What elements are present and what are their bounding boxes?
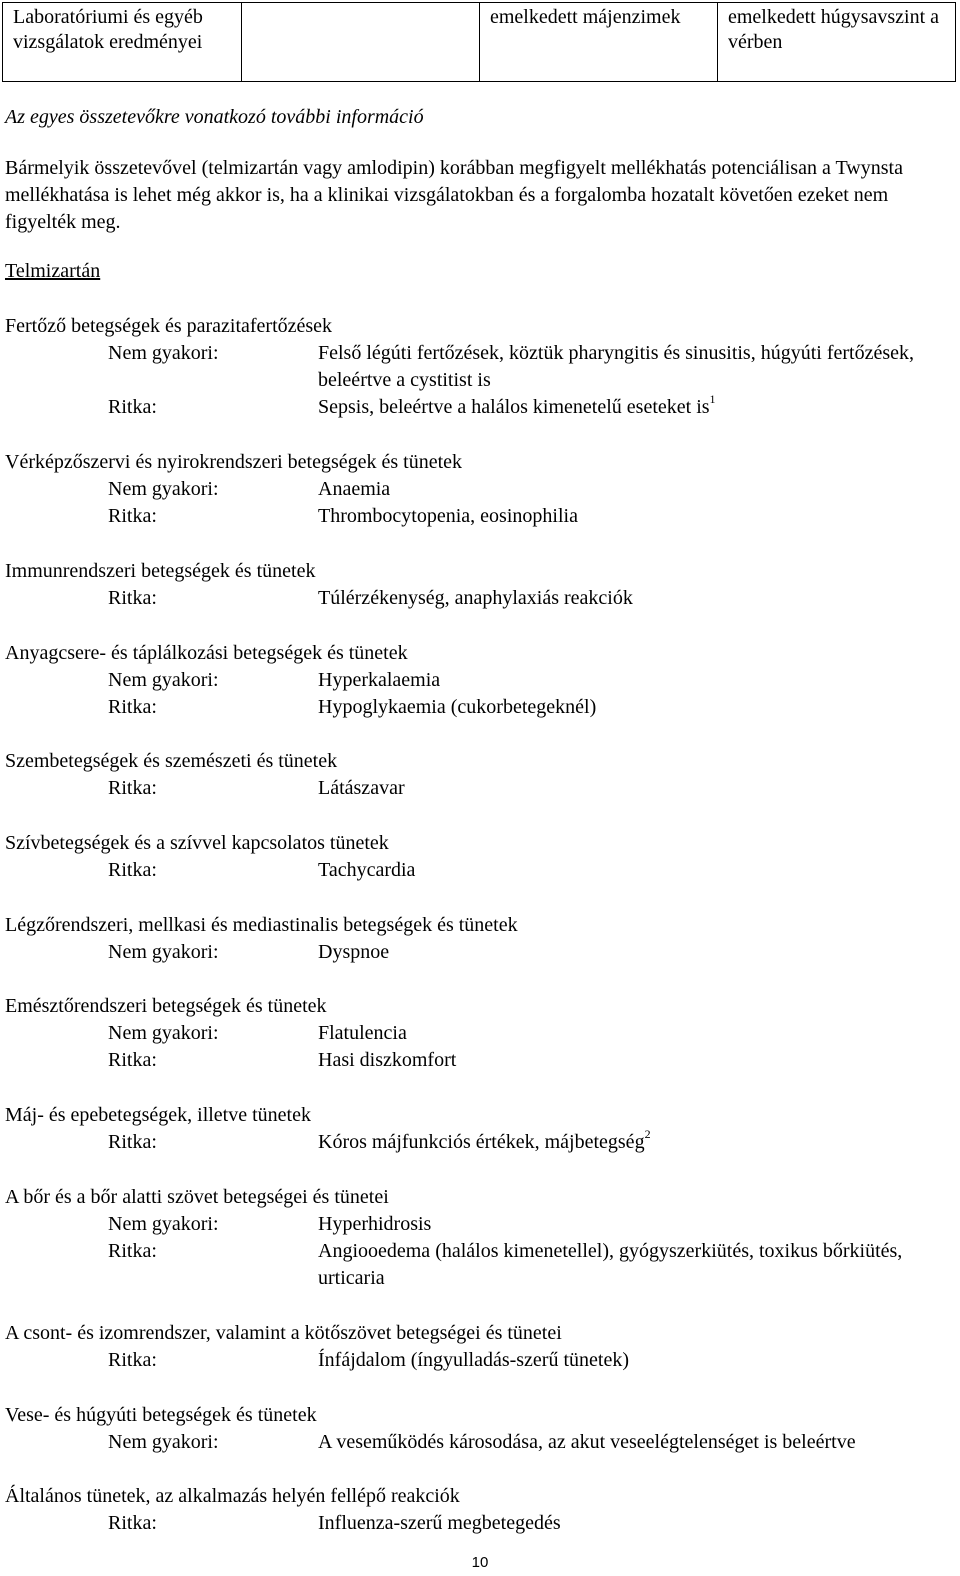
frequency-label: Ritka: [108,1049,157,1071]
group-title: Szívbetegségek és a szívvel kapcsolatos tünetek [5,832,389,854]
list-item [5,1510,952,1537]
effect-text: Hyperkalaemia [318,669,441,691]
list-item [5,1211,952,1238]
effect-text: Felső légúti fertőzések, köztük pharyngitis és sinusitis, húgyúti fertőzések, beleértve a cystitist is [318,342,914,391]
frequency-label: Nem gyakori: [108,1213,219,1235]
frequency-label: Ritka: [108,696,157,718]
effect-text: Hasi diszkomfort [318,1049,457,1071]
effect-text: Túlérzékenység, anaphylaxiás reakciók [318,587,633,609]
group-title: Vese- és húgyúti betegségek és tünetek [5,1404,317,1426]
effect-text: Flatulencia [318,1022,407,1044]
group-cardiac [5,830,952,884]
frequency-label: Ritka: [108,587,157,609]
effect-text: Anaemia [318,478,391,500]
group-immune [5,558,952,612]
footnote-marker: 1 [709,392,716,407]
list-item [5,476,952,503]
group-title: Máj- és epebetegségek, illetve tünetek [5,1104,311,1126]
effect-text: Hyperhidrosis [318,1213,432,1235]
list-item [5,394,952,421]
effect-text: Látászavar [318,777,405,799]
section-heading: Az egyes összetevőkre vonatkozó további információ [5,106,424,128]
group-title: Légzőrendszeri, mellkasi és mediastinalis betegségek és tünetek [5,914,518,936]
frequency-label: Nem gyakori: [108,342,219,364]
list-item [5,667,952,694]
page-number: 10 [471,1554,489,1571]
list-item [5,939,952,966]
effect-text: Hypoglykaemia (cukorbetegeknél) [318,696,597,718]
frequency-label: Ritka: [108,777,157,799]
group-eye [5,748,952,802]
effect-text: Thrombocytopenia, eosinophilia [318,505,578,527]
list-item [5,1238,952,1292]
effect-text: Angiooedema (halálos kimenetellel), gyógyszerkiütés, toxikus bőrkiütés, urticaria [318,1240,903,1289]
group-title: Anyagcsere- és táplálkozási betegségek és tünetek [5,642,408,664]
effect-text: Tachycardia [318,859,416,881]
list-item [5,1429,952,1456]
list-item [5,1020,952,1047]
frequency-label: Ritka: [108,1512,157,1534]
table-row [3,3,956,82]
group-general [5,1483,952,1537]
list-item [5,1129,952,1156]
frequency-label: Ritka: [108,1349,157,1371]
intro-paragraph: Bármelyik összetevővel (telmizartán vagy amlodipin) korábban megfigyelt mellékhatás potenciálisan a Twynsta mellékhatása is lehet még akkor is, ha a klinikai vizsgálatokban és a forgalomba hozatalt követően ezeket nem figyelték meg. [5,157,903,233]
frequency-label: Ritka: [108,505,157,527]
table-cell: emelkedett májenzimek [480,3,718,82]
group-title: Fertőző betegségek és parazitafertőzések [5,315,333,337]
frequency-label: Ritka: [108,1240,157,1262]
group-title: Vérképzőszervi és nyirokrendszeri betegségek és tünetek [5,451,463,473]
effect-text-with-footnote [318,394,952,421]
group-skin [5,1184,952,1292]
frequency-label: Nem gyakori: [108,478,219,500]
effect-text: Kóros májfunkciós értékek, májbetegség [318,1131,645,1153]
footnote-marker: 2 [644,1127,651,1142]
table-cell: Laboratóriumi és egyéb vizsgálatok eredményei [3,3,242,82]
group-blood [5,449,952,530]
list-item [5,694,952,721]
list-item [5,857,952,884]
frequency-label: Nem gyakori: [108,669,219,691]
group-title: Emésztőrendszeri betegségek és tünetek [5,995,327,1017]
table-cell [242,3,480,82]
effect-text: Influenza-szerű megbetegedés [318,1512,561,1534]
effect-text: Sepsis, beleértve a halálos kimenetelű eseteket is [318,396,710,418]
group-gastrointestinal [5,993,952,1074]
frequency-label: Ritka: [108,396,157,418]
group-title: Általános tünetek, az alkalmazás helyén fellépő reakciók [5,1485,460,1507]
effect-text: Dyspnoe [318,941,390,963]
group-title: A csont- és izomrendszer, valamint a kötőszövet betegségei és tünetei [5,1322,562,1344]
group-infections [5,313,952,421]
subheading-telmizartan: Telmizartán [5,260,101,282]
group-title: Szembetegségek és szemészeti és tünetek [5,750,338,772]
frequency-label: Ritka: [108,1131,157,1153]
frequency-label: Nem gyakori: [108,1431,219,1453]
frequency-label: Ritka: [108,859,157,881]
table-cell: emelkedett húgysavszint a vérben [718,3,956,82]
group-title: Immunrendszeri betegségek és tünetek [5,560,316,582]
lab-results-table [2,2,956,82]
frequency-label: Nem gyakori: [108,941,219,963]
group-title: A bőr és a bőr alatti szövet betegségei és tünetei [5,1186,389,1208]
group-renal [5,1402,952,1456]
group-hepatobiliary [5,1102,952,1156]
list-item [5,775,952,802]
frequency-label: Nem gyakori: [108,1022,219,1044]
list-item [5,340,952,394]
group-respiratory [5,912,952,966]
effect-text: A veseműködés károsodása, az akut veseelégtelenséget is beleértve [318,1431,856,1453]
list-item [5,1347,952,1374]
group-metabolism [5,640,952,721]
list-item [5,585,952,612]
effect-text: Ínfájdalom (íngyulladás-szerű tünetek) [318,1349,629,1371]
list-item [5,503,952,530]
effect-text-with-footnote [318,1129,952,1156]
list-item [5,1047,952,1074]
group-musculoskeletal [5,1320,952,1374]
